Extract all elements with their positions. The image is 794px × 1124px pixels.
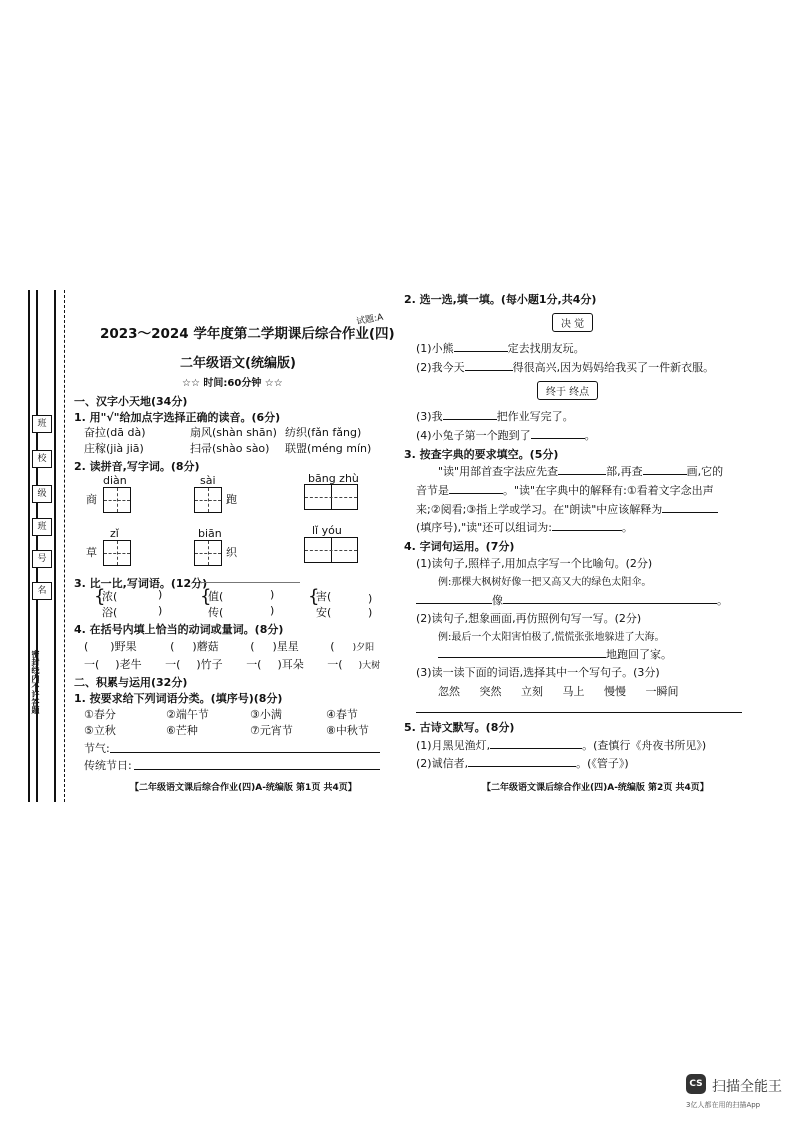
- r-q4-2: (2)读句子,想象画面,再仿照例句写一写。(2分): [416, 612, 642, 625]
- pinyin: biān: [198, 527, 222, 540]
- tianzi-post: 跑: [226, 493, 237, 506]
- tianzi-pre: 商: [86, 493, 97, 506]
- page-footer-1: 【二年级语文课后综合作业(四)A-统编版 第1页 共4页】: [130, 783, 357, 793]
- r-q5-1: [416, 737, 706, 753]
- question-2: 2. 读拼音,写字词。(8分): [74, 460, 200, 473]
- side-note: 密封线内不许答题: [31, 650, 40, 714]
- text: 地跑回了家。: [606, 648, 672, 661]
- blank[interactable]: [416, 593, 492, 604]
- r-q4-3: (3)读一读下面的词语,选择其中一个写句子。(3分): [416, 666, 660, 679]
- q4-paren: (: [84, 640, 89, 653]
- option: ⑧中秋节: [326, 724, 369, 737]
- text: 。"读"在字典中的解释有:①看着文字念出声: [503, 484, 714, 497]
- q3-item: ): [270, 588, 275, 601]
- r-q2-3: [416, 408, 574, 424]
- blank[interactable]: [468, 756, 576, 767]
- jieqi-label: 节气:: [84, 742, 110, 755]
- r-question-4: 4. 字词句运用。(7分): [404, 540, 515, 553]
- r-q4-1-answer: 像 。: [416, 592, 728, 608]
- blank[interactable]: [503, 593, 717, 604]
- blank[interactable]: [449, 483, 503, 494]
- tianzi-item: [188, 540, 237, 566]
- side-label: 级: [32, 485, 52, 503]
- chuantong-blank[interactable]: [134, 769, 380, 770]
- blank[interactable]: [438, 647, 606, 658]
- word: 马上: [562, 685, 585, 698]
- pinyin: lǐ yóu: [312, 524, 342, 537]
- blank[interactable]: [643, 464, 687, 475]
- q4-word: )竹子: [196, 658, 223, 671]
- q4-word: )蘑菇: [192, 640, 219, 653]
- pinyin: sài: [200, 474, 216, 487]
- brace-icon: {: [308, 586, 320, 607]
- q1-item: 扇风(shàn shān): [190, 426, 277, 439]
- text: (2)我今天: [416, 361, 465, 374]
- blank[interactable]: [465, 360, 513, 371]
- text: (1)月黑见渔灯,: [416, 739, 491, 752]
- word: 忽然: [438, 685, 460, 698]
- tianzi-grid[interactable]: [194, 487, 222, 513]
- r-q4-3-blank[interactable]: [416, 712, 742, 713]
- q4-word: )老牛: [115, 658, 142, 671]
- pinyin: bāng zhù: [308, 472, 359, 485]
- tianzi-pre: 草: [86, 546, 97, 559]
- camscanner-logo-icon: CS: [686, 1074, 706, 1094]
- word: 立刻: [521, 685, 543, 698]
- option: ②端午节: [166, 708, 209, 721]
- q3-item: 浓(: [102, 590, 118, 603]
- jieqi-blank[interactable]: [110, 752, 380, 753]
- r-q4-1: (1)读句子,照样子,用加点字写一个比喻句。(2分): [416, 557, 653, 570]
- blank[interactable]: [490, 738, 582, 749]
- side-label: 班: [32, 415, 52, 433]
- text: 。(查慎行《舟夜书所见》): [582, 739, 707, 752]
- text: (填序号),"读"还可以组词为:: [416, 521, 552, 534]
- side-label: 班: [32, 518, 52, 536]
- q3-item: 浴(: [102, 606, 118, 619]
- option: ①春分: [84, 708, 116, 721]
- brace-icon: {: [200, 586, 212, 607]
- option: ④春节: [326, 708, 358, 721]
- q1-item: 纺织(fǎn fǎng): [285, 426, 362, 439]
- q4-paren: 一(: [246, 658, 262, 671]
- text: (4)小兔子第一个跑到了: [416, 429, 531, 442]
- r-q4-1-example: 例:那棵大枫树好像一把又高又大的绿色太阳伞。: [438, 577, 652, 588]
- watermark-tag: 3亿人都在用的扫描App: [686, 1101, 761, 1109]
- section-1-title: 一、汉字小天地(34分): [74, 395, 188, 408]
- r-question-5: 5. 古诗文默写。(8分): [404, 721, 515, 734]
- tianzi-item: [86, 487, 131, 513]
- q4-word: )大树: [358, 661, 381, 671]
- binding-line-1: [28, 290, 30, 802]
- blank[interactable]: [443, 409, 497, 420]
- binding-line-2: [36, 290, 38, 802]
- q3-divider: [200, 582, 300, 583]
- q4-paren: 一(: [84, 658, 100, 671]
- r-q2-1: [416, 340, 585, 356]
- q3-item: 传(: [208, 606, 224, 619]
- text: 像: [492, 594, 503, 607]
- option: ⑥芒种: [166, 724, 198, 737]
- s2-question-1: 1. 按要求给下列词语分类。(填序号)(8分): [74, 692, 283, 705]
- option: ⑦元宵节: [250, 724, 293, 737]
- q4-paren: 一(: [327, 658, 343, 671]
- q4-paren: (: [330, 640, 335, 653]
- side-label: 名: [32, 582, 52, 600]
- pinyin: diàn: [103, 474, 127, 487]
- page-footer-2: 【二年级语文课后综合作业(四)A-统编版 第2页 共4页】: [482, 783, 709, 793]
- q4-word: )耳朵: [277, 658, 304, 671]
- text: 音节是: [416, 484, 449, 497]
- pinyin: zǐ: [110, 527, 119, 540]
- text: 定去找朋友玩。: [507, 342, 585, 355]
- blank[interactable]: [662, 502, 718, 513]
- tianzi-item: [188, 487, 237, 513]
- q4-word: )星星: [272, 640, 299, 653]
- r-q4-2-answer: [438, 646, 672, 662]
- chuantong-label: 传统节日:: [84, 759, 132, 772]
- r-q3-line3: [416, 501, 718, 517]
- tianzi-post: 织: [226, 546, 237, 559]
- r-q3-line2: [416, 482, 714, 498]
- q1-item: 奋拉(dā dà): [84, 426, 146, 439]
- text: 。(《管子》): [576, 757, 629, 770]
- r-q5-2: [416, 755, 629, 771]
- r-question-3: 3. 按查字典的要求填空。(5分): [404, 448, 559, 461]
- tianzi-grid[interactable]: [194, 540, 222, 566]
- q3-item: ): [158, 604, 163, 617]
- blank[interactable]: [454, 341, 508, 352]
- tianzi-item: [298, 484, 358, 510]
- blank[interactable]: [552, 520, 622, 531]
- r-question-2: 2. 选一选,填一填。(每小题1分,共4分): [404, 293, 597, 306]
- question-4: 4. 在括号内填上恰当的动词或量词。(8分): [74, 623, 284, 636]
- blank[interactable]: [558, 464, 606, 475]
- option: ③小满: [250, 708, 282, 721]
- tianzi-grid[interactable]: [103, 540, 131, 566]
- side-label: 校: [32, 450, 52, 468]
- brace-icon: {: [94, 586, 106, 607]
- side-label: 号: [32, 550, 52, 568]
- q1-item: 庄稼(jià jiā): [84, 442, 144, 455]
- binding-line-3: [54, 290, 56, 802]
- question-1: 1. 用"√"给加点字选择正确的读音。(6分): [74, 411, 281, 424]
- r-q4-2-example: 例:最后一个太阳害怕极了,慌慌张张地躲进了大海。: [438, 632, 665, 643]
- q4-row: [84, 638, 374, 654]
- text: (3)我: [416, 410, 443, 423]
- text: 得很高兴,因为妈妈给我买了一件新衣服。: [512, 361, 715, 374]
- text: 部,再查: [606, 465, 643, 478]
- text: 。: [621, 521, 633, 534]
- text: 。: [584, 429, 596, 442]
- q4-word: )野果: [110, 640, 137, 653]
- q1-item: 联盟(méng mín): [285, 442, 372, 455]
- q4-paren: 一(: [165, 658, 181, 671]
- q3-item: ): [158, 588, 163, 601]
- text: (2)诚信者,: [416, 757, 469, 770]
- word: 慢慢: [604, 685, 626, 698]
- q3-item: ): [368, 606, 373, 619]
- tianzi-item: [298, 537, 358, 563]
- exam-tag: 试题:A: [355, 312, 385, 328]
- word: 一瞬间: [645, 685, 679, 698]
- word-box-1: 决 觉: [552, 313, 593, 332]
- r-q2-4: [416, 427, 596, 443]
- q4-paren: (: [250, 640, 255, 653]
- option: ⑤立秋: [84, 724, 116, 737]
- tianzi-grid-double[interactable]: [304, 484, 358, 510]
- tianzi-item: [86, 540, 131, 566]
- q3-item: 害(: [316, 590, 332, 603]
- q3-item: ): [270, 604, 275, 617]
- q3-item: 值(: [208, 590, 224, 603]
- watermark-app: 扫描全能王: [712, 1079, 782, 1095]
- tianzi-grid-double[interactable]: [304, 537, 358, 563]
- exam-time: ☆☆ 时间:60分钟 ☆☆: [182, 378, 283, 389]
- exam-subtitle: 二年级语文(统编版): [180, 356, 296, 371]
- blank[interactable]: [531, 428, 585, 439]
- tianzi-grid[interactable]: [103, 487, 131, 513]
- word-box-2: 终于 终点: [537, 381, 598, 400]
- q4-paren: (: [170, 640, 175, 653]
- section-2-title: 二、积累与运用(32分): [74, 676, 188, 689]
- text: 把作业写完了。: [496, 410, 574, 423]
- exam-title: 2023～2024 学年度第二学期课后综合作业(四): [100, 326, 395, 342]
- word: 突然: [479, 685, 502, 698]
- r-q2-2: [416, 359, 714, 375]
- binding-line-4: [64, 290, 65, 802]
- text: "读"用部首查字法应先查: [438, 465, 559, 478]
- r-q4-3-words: [438, 683, 679, 699]
- q3-item: 安(: [316, 606, 332, 619]
- q3-item: ): [368, 592, 373, 605]
- q1-item: 扫帚(shào sào): [190, 442, 270, 455]
- q4-word: )夕阳: [352, 643, 375, 653]
- text: 来;②阅看;③指上学或学习。在"朗读"中应该解释为: [416, 503, 663, 516]
- text: 画,它的: [686, 465, 724, 478]
- r-q3-line4: [416, 519, 633, 535]
- text: (1)小熊: [416, 342, 454, 355]
- question-3: 3. 比一比,写词语。(12分): [74, 577, 208, 590]
- r-q3-line1: [438, 463, 723, 479]
- q4-row: [84, 656, 380, 672]
